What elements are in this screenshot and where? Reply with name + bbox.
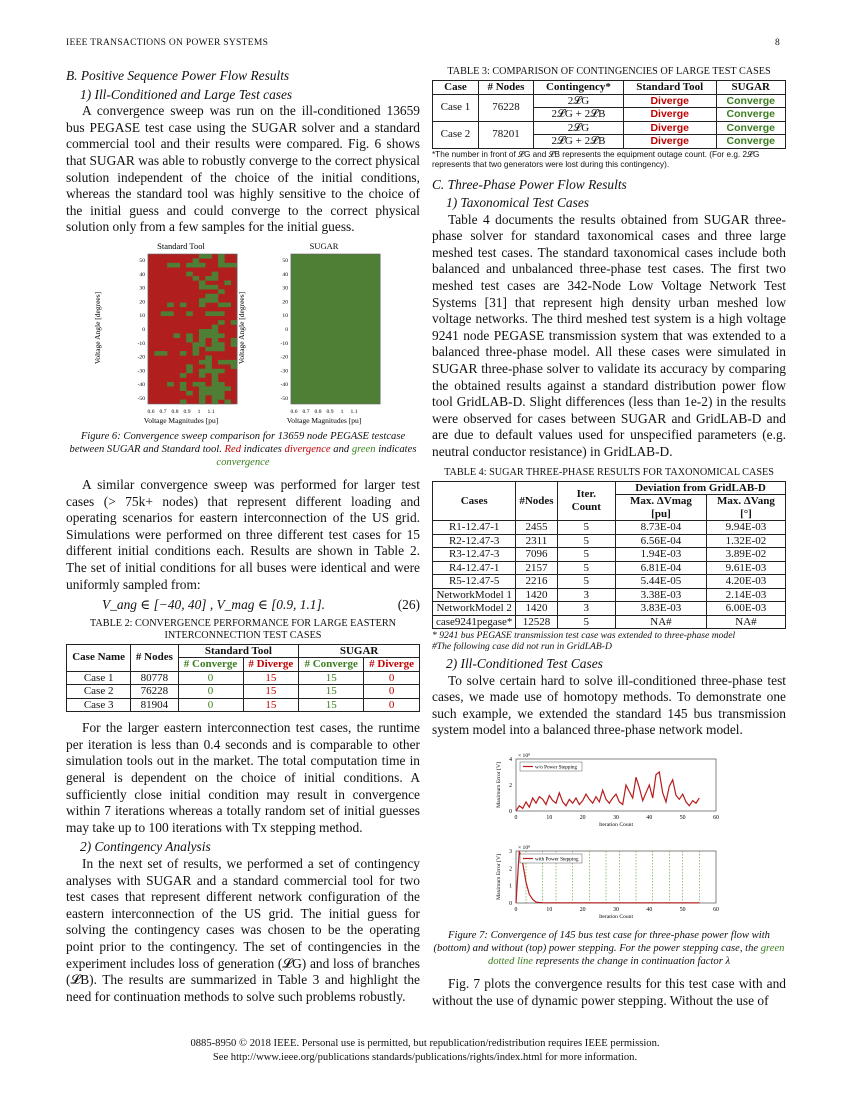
heatmap-cell-converge bbox=[205, 386, 212, 391]
t4-header: Max. ΔVang [°] bbox=[706, 495, 785, 521]
heatmap-cell-converge bbox=[167, 302, 174, 307]
figure-6-caption: Figure 6: Convergence sweep comparison for 13659 node PEGASE testcase between SUGAR and Standard tool. Red indicates divergence and green indicates convergence bbox=[69, 430, 417, 468]
fig7-legend-label: with Power Stepping bbox=[535, 856, 579, 863]
fig6-ytick: -50 bbox=[280, 395, 288, 402]
heatmap-cell-converge bbox=[193, 342, 200, 347]
fig7-xtick: 60 bbox=[713, 907, 719, 914]
fig7-xtick: 10 bbox=[546, 907, 553, 914]
fig7-xtick: 20 bbox=[579, 815, 586, 822]
fig7-xtick: 50 bbox=[679, 907, 686, 914]
fig7-ytick: 0 bbox=[509, 901, 512, 908]
heatmap-cell-converge bbox=[186, 272, 193, 277]
heatmap-cell-converge bbox=[199, 369, 206, 374]
heatmap-cell-converge bbox=[186, 333, 193, 338]
fig6-ytick: 30 bbox=[282, 285, 288, 292]
heatmap-cell-converge bbox=[186, 391, 193, 396]
heatmap-cell-converge bbox=[218, 391, 225, 396]
fig7-ytick: 1 bbox=[509, 883, 512, 890]
fig6-ytick: 0 bbox=[142, 326, 145, 333]
fig7-ytick: 0 bbox=[509, 809, 512, 816]
heatmap-cell-converge bbox=[218, 311, 225, 316]
heatmap-cell-converge bbox=[212, 400, 219, 405]
fig7-ytick: 2 bbox=[509, 866, 512, 873]
fig6-ytick: 20 bbox=[282, 299, 288, 306]
heatmap-cell-converge bbox=[199, 373, 206, 378]
fig7-xtick: 50 bbox=[679, 815, 686, 822]
figure-7-caption: Figure 7: Convergence of 145 bus test case for three-phase power flow with (bottom) and without (top) power stepping. For the power stepping case, the green dotted line represents the change in continuation factor λ bbox=[433, 930, 785, 968]
heatmap-cell-converge bbox=[218, 369, 225, 374]
heatmap-cell-converge bbox=[224, 386, 231, 391]
fig6-ytick: -50 bbox=[137, 395, 145, 402]
t3-header: SUGAR bbox=[716, 81, 785, 95]
heatmap-cell-converge bbox=[218, 258, 225, 263]
fig6-xtick: 1.1 bbox=[350, 408, 358, 415]
heatmap-cell-converge bbox=[212, 294, 219, 299]
fig7-ylabel: Maximum Error [V] bbox=[496, 762, 502, 808]
heatmap-cell-converge bbox=[199, 280, 206, 285]
left-column bbox=[66, 68, 420, 1005]
section-heading: B. Positive Sequence Power Flow Results bbox=[66, 68, 290, 83]
fig6-ytick: 40 bbox=[139, 271, 145, 278]
table-row: R5-12.47-5 2216 5 5.44E-05 4.20E-03 bbox=[433, 575, 786, 589]
heatmap-cell-converge bbox=[199, 342, 206, 347]
heatmap-cell-converge bbox=[161, 311, 168, 316]
fig6-ytick: -40 bbox=[137, 382, 145, 389]
paragraph: A similar convergence sweep was performed for larger test cases (> 75k+ nodes) that represent different loading and operating scenarios for eastern interconnection of the US grid. Simulations were performed on three different test cases for 15 different initial conditions each. Results are shown in Table 2. The set of initial conditions for all buses were identical and were uniformly sampled from: bbox=[66, 476, 420, 592]
fig6-xtick: 0.6 bbox=[290, 408, 298, 415]
heatmap-cell-converge bbox=[205, 369, 212, 374]
heatmap-cell-converge bbox=[218, 254, 225, 259]
heatmap-cell-converge bbox=[212, 395, 219, 400]
heatmap-cell-converge bbox=[218, 395, 225, 400]
fig7-xtick: 40 bbox=[646, 907, 653, 914]
fig6-sugar-heatmap bbox=[291, 254, 380, 404]
heatmap-cell-converge bbox=[199, 391, 206, 396]
fig7-scale: × 10⁸ bbox=[518, 845, 531, 852]
heatmap-cell-converge bbox=[205, 254, 212, 259]
heatmap-cell-converge bbox=[212, 333, 219, 338]
fig7-legend-label: w/o Power Stepping bbox=[535, 764, 578, 771]
table-4-caption: TABLE 4: SUGAR THREE-PHASE RESULTS FOR TAXONOMICAL CASES bbox=[444, 466, 774, 478]
heatmap-cell-converge bbox=[224, 400, 231, 405]
fig6-xtick: 0.9 bbox=[326, 408, 334, 415]
heatmap-cell-converge bbox=[212, 382, 219, 387]
table-row: R4-12.47-1 2157 5 6.81E-04 9.61E-03 bbox=[433, 561, 786, 575]
fig6-ylabel-right: Voltage Angle [degrees] bbox=[237, 291, 246, 365]
fig6-ytick: -20 bbox=[137, 354, 145, 361]
heatmap-cell-converge bbox=[218, 289, 225, 294]
heatmap-cell-converge bbox=[218, 360, 225, 365]
heatmap-cell-converge bbox=[180, 382, 187, 387]
table-3-note: *The number in front of 𝓛G and 𝓛B represents the equipment outage count. (For e.g. 2𝓛G represents that two generators were lost during this contingency). bbox=[432, 149, 760, 169]
t2-header-std: Standard Tool bbox=[178, 644, 299, 658]
paragraph: A convergence sweep was run on the ill-conditioned 13659 bus PEGASE test case using the SUGAR solver and a standard commercial tool and their results were compared. Fig. 6 shows that SUGAR was able to robustly converge to the correct physical solution independent of the choice of the initial conditions, whereas the standard tool was highly sensitive to the choice of the initial guess and could converge to the correct physical solution only from a few samples for the initial guess. bbox=[66, 103, 420, 235]
heatmap-cell-converge bbox=[212, 276, 219, 281]
table-row: 2𝓛G + 2𝓛B Diverge Converge bbox=[433, 108, 786, 122]
fig7-ytick: 4 bbox=[509, 757, 512, 764]
heatmap-cell-converge bbox=[186, 311, 193, 316]
heatmap-cell-converge bbox=[231, 263, 238, 268]
table-2-caption: TABLE 2: CONVERGENCE PERFORMANCE FOR LARGE EASTERN INTERCONNECTION TEST CASES bbox=[90, 617, 396, 641]
heatmap-cell-converge bbox=[205, 311, 212, 316]
heatmap-cell-converge bbox=[186, 364, 193, 369]
heatmap-cell-converge bbox=[212, 298, 219, 303]
table-row: R1-12.47-1 2455 5 8.73E-04 9.94E-03 bbox=[433, 521, 786, 535]
fig6-ytick: 50 bbox=[282, 257, 288, 264]
heatmap-cell-converge bbox=[180, 400, 187, 405]
heatmap-cell-converge bbox=[199, 382, 206, 387]
heatmap-cell-converge bbox=[212, 386, 219, 391]
t4-header: Deviation from GridLAB-D bbox=[616, 481, 786, 495]
heatmap-cell-converge bbox=[205, 333, 212, 338]
subsection-heading: 2) Contingency Analysis bbox=[80, 839, 211, 855]
fig6-ytick: -30 bbox=[137, 368, 145, 375]
heatmap-cell-converge bbox=[224, 302, 231, 307]
fig7-xlabel: Iteration Count bbox=[598, 822, 634, 829]
table-row: R2-12.47-3 2311 5 6.56E-04 1.32E-02 bbox=[433, 534, 786, 548]
table-2 bbox=[66, 644, 420, 713]
fig7-xtick: 10 bbox=[546, 815, 553, 822]
section-heading: C. Three-Phase Power Flow Results bbox=[432, 176, 627, 192]
fig7-xtick: 30 bbox=[613, 815, 619, 822]
heatmap-cell-converge bbox=[205, 276, 212, 281]
heatmap-cell-converge bbox=[186, 263, 193, 268]
fig7-xtick: 40 bbox=[646, 815, 653, 822]
heatmap-cell-converge bbox=[224, 280, 231, 285]
heatmap-cell-converge bbox=[199, 254, 206, 259]
heatmap-cell-converge bbox=[224, 263, 231, 268]
heatmap-cell-converge bbox=[199, 360, 206, 365]
heatmap-cell-converge bbox=[193, 258, 200, 263]
heatmap-cell-converge bbox=[218, 333, 225, 338]
heatmap-cell-converge bbox=[199, 302, 206, 307]
table-row: NetworkModel 2 1420 3 3.83E-03 6.00E-03 bbox=[433, 602, 786, 616]
figure-7 bbox=[432, 747, 786, 927]
fig6-ytick: 0 bbox=[285, 326, 288, 333]
heatmap-cell-converge bbox=[212, 377, 219, 382]
fig6-xtick: 0.8 bbox=[314, 408, 322, 415]
t2-header-div: # Diverge bbox=[364, 658, 420, 672]
heatmap-cell-converge bbox=[212, 347, 219, 352]
heatmap-cell-converge bbox=[180, 373, 187, 378]
t4-header: Cases bbox=[433, 481, 516, 521]
paragraph: Fig. 7 plots the convergence results for this test case with and without the use of dynamic power stepping. Without the use of bbox=[432, 976, 786, 1008]
heatmap-cell-converge bbox=[212, 391, 219, 396]
heatmap-cell-converge bbox=[199, 386, 206, 391]
t2-header-conv: # Converge bbox=[178, 658, 243, 672]
right-column bbox=[432, 66, 786, 1009]
heatmap-cell-converge bbox=[193, 276, 200, 281]
fig6-xtick: 1 bbox=[340, 408, 344, 415]
t4-header: Iter. Count bbox=[557, 481, 615, 521]
table-row: Case 2 76228 0 15 15 0 bbox=[67, 685, 420, 699]
table-row: NetworkModel 1 1420 3 3.38E-03 2.14E-03 bbox=[433, 588, 786, 602]
heatmap-cell-converge bbox=[205, 294, 212, 299]
equation-26: V_ang ∈ [−40, 40] , V_mag ∈ [0.9, 1.1]. (26) bbox=[102, 597, 420, 613]
table-4 bbox=[432, 481, 786, 630]
fig6-ytick: 10 bbox=[282, 313, 288, 320]
heatmap-cell-converge bbox=[212, 342, 219, 347]
heatmap-cell-converge bbox=[205, 355, 212, 360]
heatmap-cell-converge bbox=[212, 272, 219, 277]
heatmap-cell-converge bbox=[199, 298, 206, 303]
heatmap-cell-converge bbox=[167, 382, 174, 387]
fig6-xtick: 0.7 bbox=[302, 408, 310, 415]
paragraph: For the larger eastern interconnection test cases, the runtime per iteration is less than 0.4 seconds and is comparable to other simulation tools out in the market. The total computation time in general is dependent on the choice of initial conditions. A sufficiently close initial condition may result in convergence within 7 iterations whereas a totally random set of initial guesses may take up to 100 iterations with Tx stepping method. bbox=[66, 720, 420, 835]
heatmap-cell-converge bbox=[180, 386, 187, 391]
subsection-heading: 1) Taxonomical Test Cases bbox=[446, 195, 589, 211]
heatmap-cell-converge bbox=[199, 285, 206, 290]
heatmap-cell-converge bbox=[218, 347, 225, 352]
fig6-ytick: -10 bbox=[280, 340, 288, 347]
fig6-ylabel-left: Voltage Angle [degrees] bbox=[93, 291, 102, 365]
fig6-ytick: -10 bbox=[137, 340, 145, 347]
fig6-left-title: Standard Tool bbox=[157, 240, 205, 251]
t2-header-case: Case Name bbox=[67, 644, 131, 671]
fig7-scale: × 10⁸ bbox=[518, 753, 531, 760]
heatmap-cell-converge bbox=[199, 263, 206, 268]
fig6-ytick: 30 bbox=[139, 285, 145, 292]
heatmap-cell-converge bbox=[205, 391, 212, 396]
fig7-xtick: 0 bbox=[514, 907, 518, 914]
fig7-ylabel: Maximum Error [V] bbox=[496, 854, 502, 900]
heatmap-cell-converge bbox=[205, 347, 212, 352]
fig6-ytick: -30 bbox=[280, 368, 288, 375]
page-number: 8 bbox=[775, 38, 781, 48]
heatmap-cell-converge bbox=[199, 333, 206, 338]
paragraph: To solve certain hard to solve ill-conditioned three-phase test cases, we made use of homotopy methods. To demonstrate one such example, we extended the standard 145 bus transmission system model into a balanced three-phase network model. bbox=[432, 672, 786, 738]
fig7-ytick: 3 bbox=[509, 849, 512, 856]
heatmap-cell-converge bbox=[212, 329, 219, 334]
heatmap-background bbox=[291, 254, 380, 404]
fig6-xtick: 1.1 bbox=[207, 408, 215, 415]
heatmap-cell-converge bbox=[212, 325, 219, 330]
t3-header: Contingency* bbox=[533, 81, 623, 95]
heatmap-cell-converge bbox=[212, 369, 219, 374]
heatmap-cell-converge bbox=[212, 373, 219, 378]
fig6-ytick: -40 bbox=[280, 382, 288, 389]
t2-header-sugar: SUGAR bbox=[299, 644, 420, 658]
table-row: 2𝓛G + 2𝓛B Diverge Converge bbox=[433, 135, 786, 149]
heatmap-cell-converge bbox=[205, 329, 212, 334]
table-row: Case 2 78201 2𝓛G Diverge Converge bbox=[433, 121, 786, 135]
fig6-right-title: SUGAR bbox=[309, 240, 339, 251]
heatmap-cell-converge bbox=[167, 311, 174, 316]
heatmap-cell-converge bbox=[161, 351, 168, 356]
heatmap-cell-converge bbox=[218, 382, 225, 387]
figure-6 bbox=[66, 240, 420, 426]
heatmap-cell-converge bbox=[193, 263, 200, 268]
heatmap-cell-converge bbox=[218, 302, 225, 307]
heatmap-cell-converge bbox=[218, 386, 225, 391]
fig6-xtick: 0.8 bbox=[171, 408, 179, 415]
fig6-xtick: 0.7 bbox=[159, 408, 167, 415]
heatmap-cell-converge bbox=[205, 298, 212, 303]
heatmap-cell-converge bbox=[186, 369, 193, 374]
fig7-xtick: 30 bbox=[613, 907, 619, 914]
table-row: case9241pegase* 12528 5 NA# NA# bbox=[433, 615, 786, 629]
table-row: Case 1 76228 2𝓛G Diverge Converge bbox=[433, 94, 786, 108]
fig6-ytick: 50 bbox=[139, 257, 145, 264]
fig7-xtick: 0 bbox=[514, 815, 518, 822]
heatmap-cell-converge bbox=[193, 382, 200, 387]
heatmap-cell-converge bbox=[205, 285, 212, 290]
heatmap-cell-converge bbox=[218, 342, 225, 347]
table-4-notes: * 9241 bus PEGASE transmission test case was extended to three-phase model #The following case did not run in GridLAB-D bbox=[432, 630, 736, 653]
heatmap-cell-converge bbox=[218, 263, 225, 268]
paragraph: In the next set of results, we performed a set of contingency analyses with SUGAR and a standard commercial tool for two test cases that represent different network configuration of the eastern interconnection of the US grid. The initial guess for solving the contingency cases was chosen to be the operating point prior to the contingency. The set of contingencies in the experiment includes loss of generation (𝓛G) and loss of branches (𝓛B). The results are summarized in Table 3 and highlight the need for continuation methods to solve such problems robustly. bbox=[66, 855, 420, 1004]
subsection-heading: 1) Ill-Conditioned and Large Test cases bbox=[80, 86, 293, 102]
fig7-ytick: 2 bbox=[509, 783, 512, 790]
heatmap-cell-converge bbox=[180, 302, 187, 307]
heatmap-cell-converge bbox=[224, 360, 231, 365]
t4-header: Max. ΔVmag [pu] bbox=[616, 495, 707, 521]
heatmap-cell-converge bbox=[199, 400, 206, 405]
heatmap-cell-converge bbox=[199, 338, 206, 343]
t3-header: Case bbox=[433, 81, 479, 95]
t4-header: #Nodes bbox=[516, 481, 557, 521]
fig6-standard-tool-heatmap bbox=[148, 254, 237, 404]
t2-header-div: # Diverge bbox=[243, 658, 299, 672]
t3-header: # Nodes bbox=[478, 81, 533, 95]
table-3 bbox=[432, 80, 786, 149]
fig6-xtick: 0.9 bbox=[183, 408, 191, 415]
fig7-xtick: 60 bbox=[713, 815, 719, 822]
fig6-xlabel-right: Voltage Magnitudes [pu] bbox=[286, 415, 362, 425]
fig6-xtick: 1 bbox=[197, 408, 201, 415]
heatmap-cell-converge bbox=[167, 263, 174, 268]
heatmap-cell-converge bbox=[205, 364, 212, 369]
fig6-xlabel-left: Voltage Magnitudes [pu] bbox=[143, 415, 219, 425]
fig7-xlabel: Iteration Count bbox=[598, 914, 634, 921]
fig6-ytick: 10 bbox=[139, 313, 145, 320]
heatmap-cell-converge bbox=[212, 338, 219, 343]
heatmap-cell-converge bbox=[199, 395, 206, 400]
fig6-ytick: -20 bbox=[280, 354, 288, 361]
heatmap-cell-converge bbox=[212, 285, 219, 290]
heatmap-cell-converge bbox=[154, 351, 161, 356]
heatmap-cell-converge bbox=[180, 351, 187, 356]
fig6-xtick: 0.6 bbox=[147, 408, 155, 415]
heatmap-cell-converge bbox=[186, 338, 193, 343]
subsection-heading: 2) Ill-Conditioned Test Cases bbox=[446, 656, 603, 672]
heatmap-cell-converge bbox=[193, 347, 200, 352]
heatmap-cell-converge bbox=[212, 311, 219, 316]
t3-header: Standard Tool bbox=[623, 81, 716, 95]
heatmap-cell-converge bbox=[193, 351, 200, 356]
table-3-caption: TABLE 3: COMPARISON OF CONTINGENCIES OF LARGE TEST CASES bbox=[447, 66, 771, 77]
t2-header-conv: # Converge bbox=[299, 658, 364, 672]
heatmap-cell-converge bbox=[173, 333, 180, 338]
heatmap-cell-converge bbox=[205, 360, 212, 365]
heatmap-cell-converge bbox=[173, 263, 180, 268]
fig7-xtick: 20 bbox=[579, 907, 586, 914]
table-row: R3-12.47-3 7096 5 1.94E-03 3.89E-02 bbox=[433, 548, 786, 562]
heatmap-cell-converge bbox=[199, 329, 206, 334]
t2-header-nodes: # Nodes bbox=[131, 644, 178, 671]
fig6-ytick: 40 bbox=[282, 271, 288, 278]
fig6-ytick: 20 bbox=[139, 299, 145, 306]
footer: 0885-8950 © 2018 IEEE. Personal use is permitted, but republication/redistribution requires IEEE permission. See http://www.ieee.org/publications standards/publications/rights/index.html for more information. bbox=[190, 1038, 660, 1063]
table-row: Case 3 81904 0 15 15 0 bbox=[67, 698, 420, 712]
paragraph: Table 4 documents the results obtained from SUGAR three-phase solver for standard taxonomical cases and three large meshed test cases. The standard taxonomical cases include both balanced and unbalanced three-phase test cases. The first two meshed test cases are 342-Node Low Voltage Network Test Systems [31] that represent high density urban meshed low voltage networks. The third meshed test system is a high voltage 9241 node PEGASE transmission system that was extended to a balanced three-phase model. All these cases were simulated in SUGAR three-phase solver to validate its accuracy by comparing the obtained results against a standard distribution power flow tool GridLAB-D. Slight differences (less than 1e-2) in the results were observed for cases between SUGAR and GridLAB-D and are due to default values used for unspecified parameters (e.g. neutral conductor resistance) in GridLAB-D. bbox=[432, 211, 786, 459]
heatmap-cell-converge bbox=[218, 320, 225, 325]
journal-header: IEEE TRANSACTIONS ON POWER SYSTEMS bbox=[66, 38, 269, 48]
table-row: Case 1 80778 0 15 15 0 bbox=[67, 671, 420, 685]
